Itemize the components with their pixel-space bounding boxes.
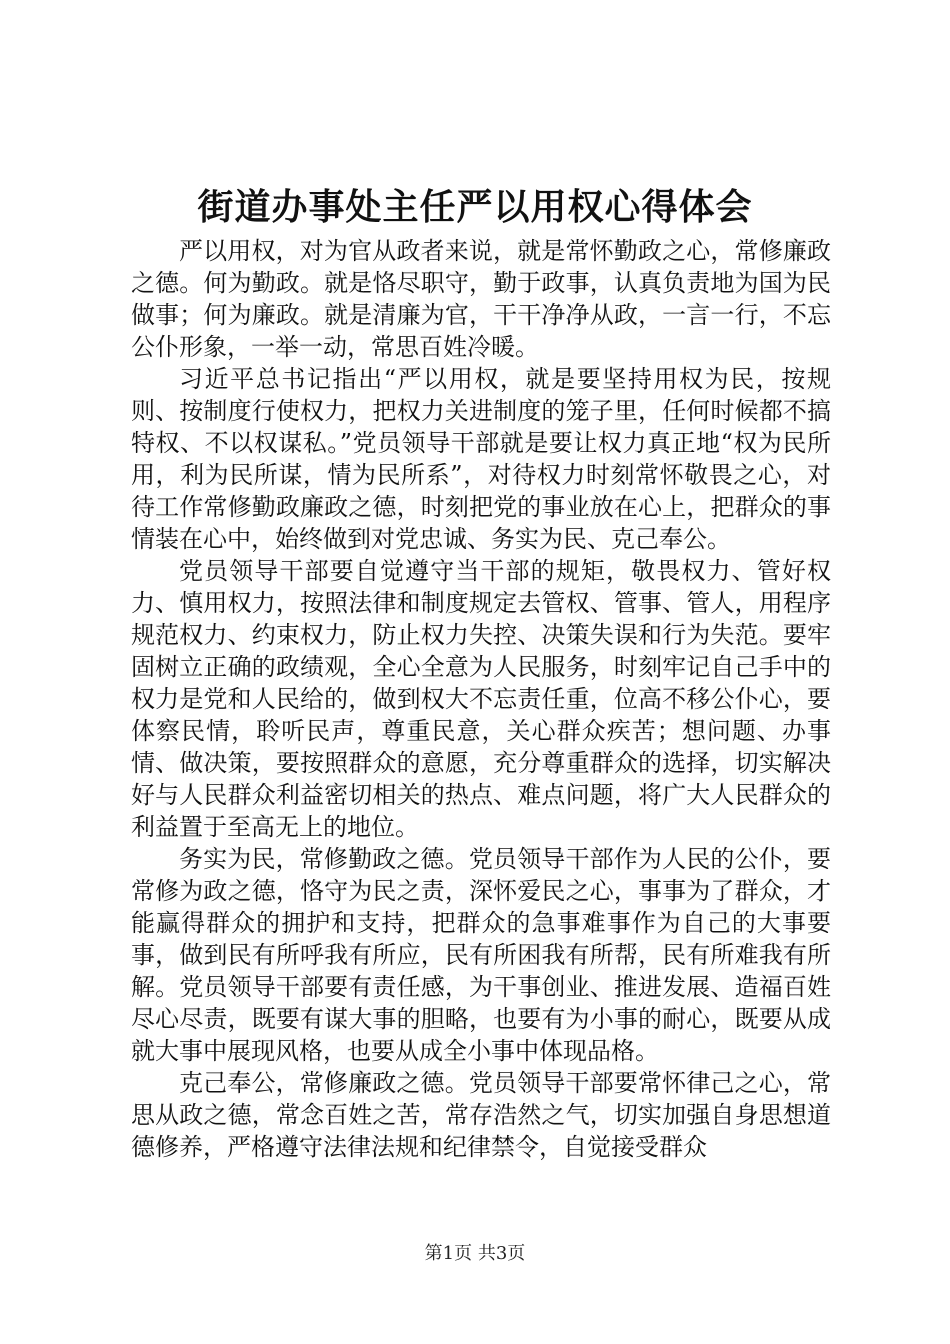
- page-number-footer: 第1页 共3页: [424, 1243, 526, 1264]
- paragraph-5: 克己奉公，常修廉政之德。党员领导干部要常怀律己之心，常思从政之德，常念百姓之苦，常存浩然之气，切实加强自身思想道德修养，严格遵守法律法规和纪律禁令，自觉接受群众: [131, 1069, 831, 1161]
- paragraph-3: 党员领导干部要自觉遵守当干部的规矩，敬畏权力、管好权力、慎用权力，按照法律和制度规定去管权、管事、管人，用程序规范权力、约束权力，防止权力失控、决策失误和行为失范。要牢固树立正确的政绩观，全心全意为人民服务，时刻牢记自己手中的权力是党和人民给的，做到权大不忘责任重，位高不移公仆心，要体察民情，聆听民声，尊重民意，关心群众疾苦；想问题、办事情、做决策，要按照群众的意愿，充分尊重群众的选择，切实解决好与人民群众利益密切相关的热点、难点问题，将广大人民群众的利益置于至高无上的地位。: [131, 557, 831, 841]
- paragraph-2: 习近平总书记指出“严以用权，就是要坚持用权为民，按规则、按制度行使权力，把权力关进制度的笼子里，任何时候都不搞特权、不以权谋私。”党员领导干部就是要让权力真正地“权为民所用，利为民所谋，情为民所系”，对待权力时刻常怀敬畏之心，对待工作常修勤政廉政之德，时刻把党的事业放在心上，把群众的事情装在心中，始终做到对党忠诚、务实为民、克己奉公。: [131, 365, 831, 553]
- document-title: 街道办事处主任严以用权心得体会: [197, 186, 753, 228]
- paragraph-1: 严以用权，对为官从政者来说，就是常怀勤政之心，常修廉政之德。何为勤政。就是恪尽职守，勤于政事，认真负责地为国为民做事；何为廉政。就是清廉为官，干干净净从政，一言一行，不忘公仆形象，一举一动，常思百姓冷暖。: [131, 237, 831, 361]
- paragraph-4: 务实为民，常修勤政之德。党员领导干部作为人民的公仆，要常修为政之德，恪守为民之责，深怀爱民之心，事事为了群众，才能赢得群众的拥护和支持，把群众的急事难事作为自己的大事要事，做到民有所呼我有所应，民有所困我有所帮，民有所难我有所解。党员领导干部要有责任感，为干事创业、推进发展、造福百姓尽心尽责，既要有谋大事的胆略，也要有为小事的耐心，既要从成就大事中展现风格，也要从成全小事中体现品格。: [131, 845, 831, 1065]
- document-body: [131, 235, 831, 1163]
